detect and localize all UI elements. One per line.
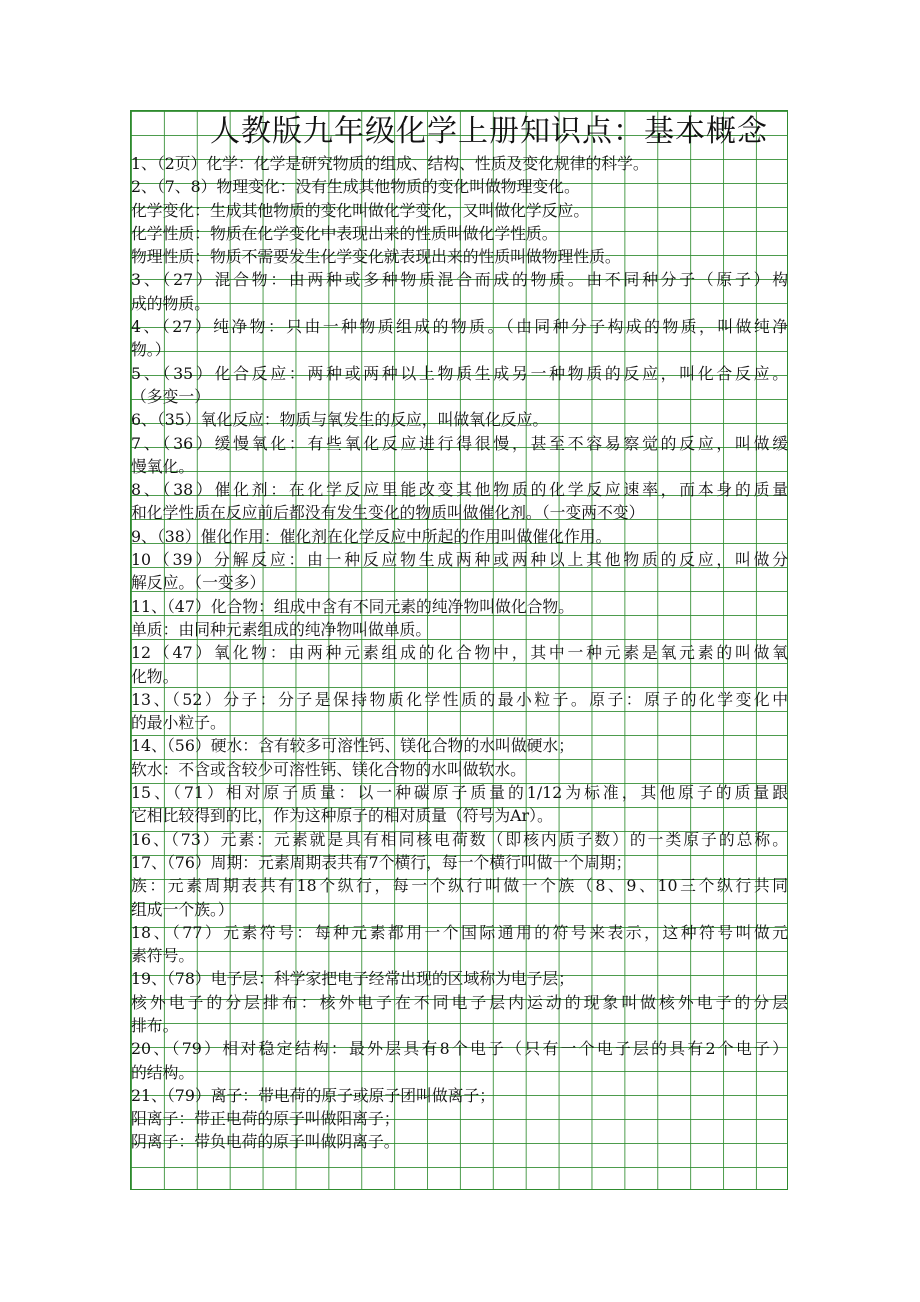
text-line: 2、（7、8）物理变化：没有生成其他物质的变化叫做物理变化。: [131, 177, 580, 197]
text-line: 的结构。: [131, 1062, 195, 1082]
text-line: 19、（78）电子层：科学家把电子经常出现的区域称为电子层；: [131, 969, 575, 989]
text-line: 14、（56）硬水：含有较多可溶性钙、镁化合物的水叫做硬水；: [131, 736, 575, 756]
text-line: 8、（38）催化剂：在化学反应里能改变其他物质的化学反应速率，而本身的质量: [131, 480, 788, 500]
text-line: 单质：由同种元素组成的纯净物叫做单质。: [131, 619, 432, 639]
text-line: 族：元素周期表共有18个纵行，每一个纵行叫做一个族（8、9、10三个纵行共同: [131, 876, 788, 896]
text-line: 化物。: [131, 666, 179, 686]
text-line: 12（47）氧化物：由两种元素组成的化合物中，其中一种元素是氧元素的叫做氧: [131, 643, 788, 663]
text-line: 11、（47）化合物：组成中含有不同元素的纯净物叫做化合物。: [131, 596, 575, 616]
text-line: （多变一）: [131, 386, 210, 406]
text-line: 它相比较得到的比，作为这种原子的相对质量（符号为Ar）。: [131, 806, 553, 826]
text-line: 物。）: [131, 340, 171, 360]
text-line: 核外电子的分层排布：核外电子在不同电子层内运动的现象叫做核外电子的分层: [131, 992, 788, 1012]
text-line: 18、（77）元素符号：每种元素都用一个国际通用的符号来表示，这种符号叫做元: [131, 922, 788, 942]
text-line: 化学变化：生成其他物质的变化叫做化学变化，又叫做化学反应。: [131, 200, 590, 220]
document-body: [131, 152, 788, 1154]
text-line: 10（39）分解反应：由一种反应物生成两种或两种以上其他物质的反应，叫做分: [131, 550, 788, 570]
text-line: 1、（2页）化学：化学是研究物质的组成、结构、性质及变化规律的科学。: [131, 154, 649, 173]
text-line: 和化学性质在反应前后都没有发生变化的物质叫做催化剂。（一变两不变）: [131, 503, 645, 523]
text-line: 组成一个族。）: [131, 899, 234, 919]
text-line: 13、（52）分子：分子是保持物质化学性质的最小粒子。原子：原子的化学变化中: [131, 689, 788, 709]
text-line: 21、（79）离子：带电荷的原子或原子团叫做离子；: [131, 1085, 496, 1105]
text-line: 17、（76）周期：元素周期表共有7个横行，每一个横行叫做一个周期；: [131, 852, 632, 872]
text-line: 物理性质：物质不需要发生化学变化就表现出来的性质叫做物理性质。: [131, 247, 621, 267]
text-line: 阳离子：带正电荷的原子叫做阳离子；: [131, 1109, 400, 1129]
text-line: 排布。: [131, 1015, 179, 1035]
document-title: 人教版九年级化学上册知识点：基本概念: [210, 114, 768, 149]
text-line: 化学性质：物质在化学变化中表现出来的性质叫做化学性质。: [131, 223, 558, 243]
text-line: 素符号。: [131, 946, 195, 966]
text-line: 15、（71）相对原子质量：以一种碳原子质量的1/12为标准，其他原子的质量跟: [131, 783, 788, 803]
text-line: 20、（79）相对稳定结构：最外层具有8个电子（只有一个电子层的具有2个电子）: [131, 1039, 788, 1059]
text-line: 慢氧化。: [131, 456, 195, 476]
text-line: 解反应。（一变多）: [131, 573, 266, 593]
text-line: 16、（73）元素：元素就是具有相同核电荷数（即核内质子数）的一类原子的总称。: [131, 829, 788, 849]
text-line: 的最小粒子。: [131, 713, 226, 733]
text-line: 阴离子：带负电荷的原子叫做阴离子。: [131, 1132, 400, 1152]
text-line: 3、（27）混合物：由两种或多种物质混合而成的物质。由不同种分子（原子）构: [131, 270, 788, 290]
text-line: 4、（27）纯净物：只由一种物质组成的物质。（由同种分子构成的物质，叫做纯净: [131, 317, 788, 337]
text-line: 9、（38）催化作用：催化剂在化学反应中所起的作用叫做催化作用。: [131, 526, 612, 546]
text-line: 软水：不含或含较少可溶性钙、镁化合物的水叫做软水。: [131, 759, 526, 779]
text-line: 6、（35）氧化反应：物质与氧发生的反应，叫做氧化反应。: [131, 410, 549, 430]
text-line: 7、（36）缓慢氧化：有些氧化反应进行得很慢，甚至不容易察觉的反应，叫做缓: [131, 433, 788, 453]
text-line: 成的物质。: [131, 293, 210, 313]
text-line: 5、（35）化合反应：两种或两种以上物质生成另一种物质的反应，叫化合反应。: [131, 363, 788, 383]
